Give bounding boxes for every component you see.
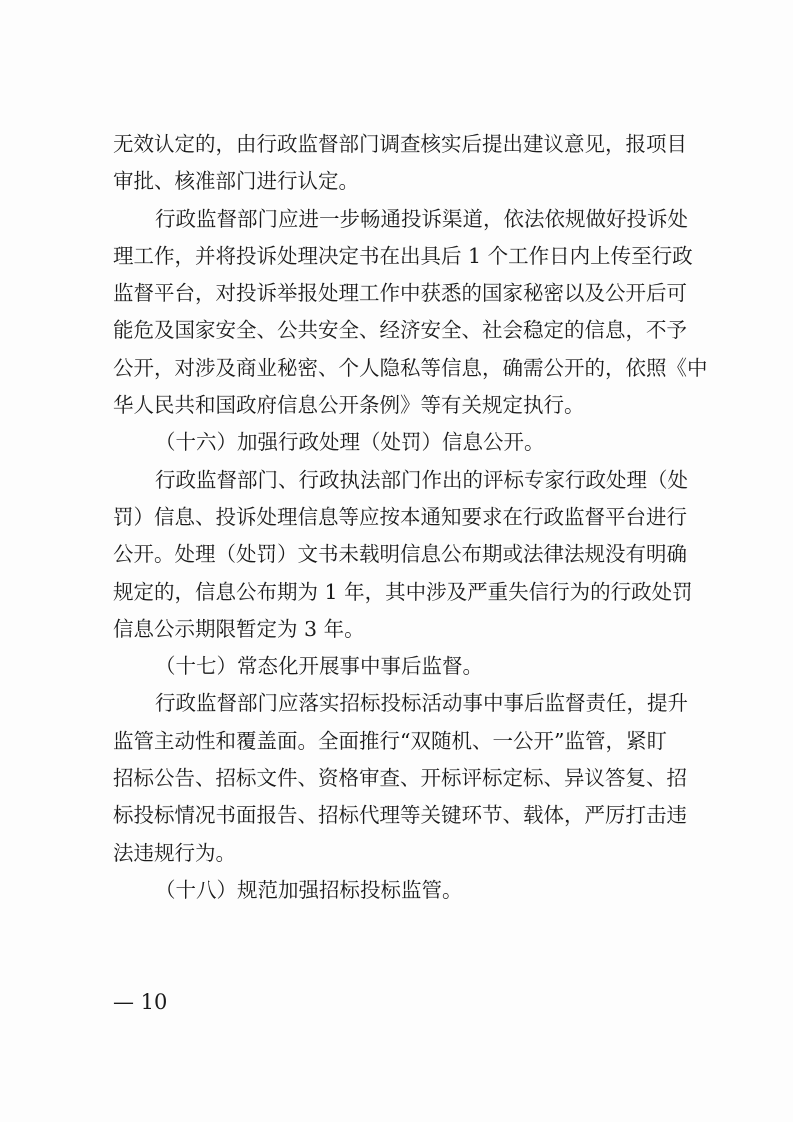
section-heading-17: （十七）常态化开展事中事后监督。	[155, 654, 483, 679]
text-line: 法违规行为。	[113, 840, 236, 865]
section-heading-16: （十六）加强行政处理（处罚）信息公开。	[155, 430, 545, 455]
paragraph-start-line: 行政监督部门应进一步畅通投诉渠道，依法依规做好投诉处	[155, 206, 688, 231]
section-heading-18: （十八）规范加强招标投标监管。	[155, 877, 463, 902]
paragraph-start-line: 行政监督部门、行政执法部门作出的评标专家行政处理（处	[155, 467, 688, 492]
text-line: 罚）信息、投诉处理信息等应按本通知要求在行政监督平台进行	[113, 504, 687, 529]
body-text	[113, 126, 713, 909]
text-line: 公开。处理（处罚）文书未载明信息公布期或法律法规没有明确	[113, 542, 687, 567]
text-line: 能危及国家安全、公共安全、经济安全、社会稳定的信息，不予	[113, 318, 687, 343]
text-line: 监管主动性和覆盖面。全面推行“双随机、一公开”监管，紧盯	[113, 728, 667, 753]
text-line: 华人民共和国政府信息公开条例》等有关规定执行。	[113, 393, 585, 418]
text-line: 理工作，并将投诉处理决定书在出具后 1 个工作日内上传至行政	[113, 243, 693, 268]
text-line: 监督平台，对投诉举报处理工作中获悉的国家秘密以及公开后可	[113, 281, 687, 306]
text-line: 审批、核准部门进行认定。	[113, 169, 359, 194]
text-line: 信息公示期限暂定为 3 年。	[113, 616, 365, 641]
text-line: 标投标情况书面报告、招标代理等关键环节、载体，严厉打击违	[113, 803, 687, 828]
text-line: 招标公告、招标文件、资格审查、开标评标定标、异议答复、招	[113, 766, 687, 791]
text-line: 无效认定的，由行政监督部门调查核实后提出建议意见，报项目	[113, 132, 687, 156]
text-line: 公开，对涉及商业秘密、个人隐私等信息，确需公开的，依照《中	[113, 355, 708, 380]
paragraph-start-line: 行政监督部门应落实招标投标活动事中事后监督责任，提升	[155, 691, 688, 716]
text-line: 规定的，信息公布期为 1 年，其中涉及严重失信行为的行政处罚	[113, 579, 693, 604]
page-number: — 10	[113, 990, 168, 1014]
